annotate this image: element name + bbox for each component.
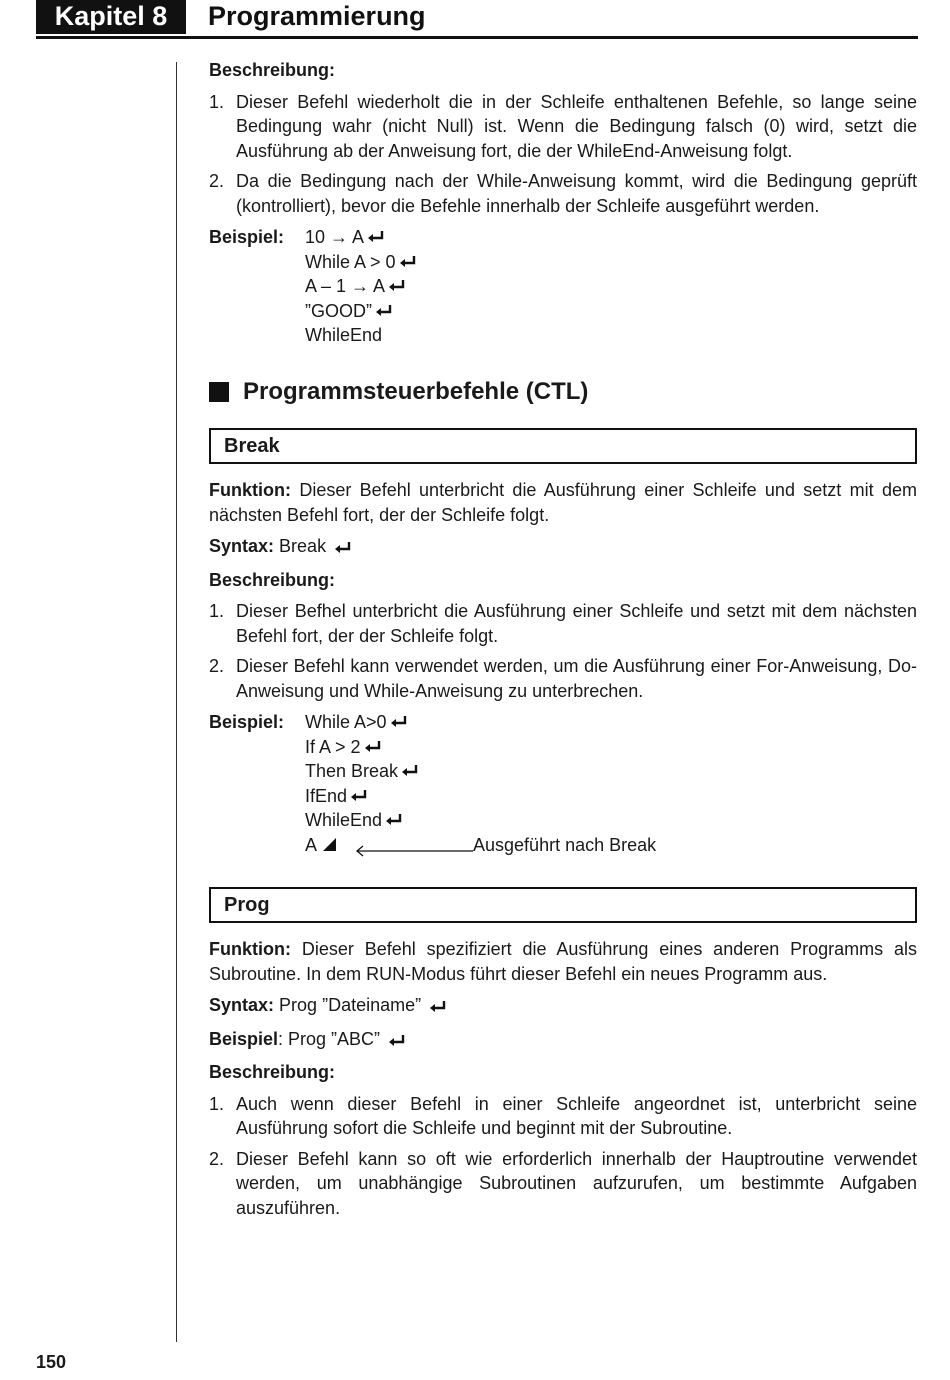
code-line: A Ausgeführt nach Break [305, 833, 656, 858]
code-line: If A > 2 [305, 735, 656, 760]
annotation: Ausgeführt nach Break [355, 833, 656, 858]
list-item: 1. Auch wenn dieser Befehl in einer Schleife angeordnet ist, unterbricht seine Ausführung sofort die Schleife und beginnt mit der Subroutine. [209, 1093, 917, 1138]
return-icon [401, 759, 418, 784]
section-title: Programmsteuerbefehle (CTL) [243, 377, 589, 405]
while-description-list [209, 90, 917, 219]
example-code [305, 710, 656, 857]
list-item: 1. Dieser Befhel unterbricht die Ausführung einer Schleife und setzt mit dem nächsten Befehl fort, der der Schleife folgt. [209, 601, 917, 646]
margin-rule [176, 62, 177, 1342]
return-icon [375, 299, 392, 324]
code-line: ”GOOD” [305, 299, 416, 324]
break-command-heading: Break [209, 428, 917, 464]
return-icon [388, 274, 405, 299]
prog-syntax: Syntax: Prog ”Dateiname” [209, 993, 917, 1020]
while-example [209, 225, 917, 348]
code-line: IfEnd [305, 784, 656, 809]
return-icon [399, 250, 416, 275]
return-icon [334, 536, 351, 561]
left-arrow-icon [355, 839, 473, 851]
prog-example: Beispiel: Prog ”ABC” [209, 1027, 917, 1054]
page-number: 150 [36, 1352, 67, 1372]
example-code [305, 225, 416, 348]
code-line: A – 1 → A [305, 274, 416, 299]
list-item: 2. Dieser Befehl kann verwendet werden, um die Ausführung einer For-Anweisung, Do-Anweisung und While-Anweisung zu unterbrechen. [209, 656, 917, 701]
code-line: 10 → A [305, 225, 416, 250]
break-function: Funktion: Dieser Befehl unterbricht die Ausführung einer Schleife und setzt mit dem nächsten Befehl fort, der der Schleife folgt. [209, 480, 917, 525]
break-description-label: Beschreibung: [209, 569, 336, 590]
while-description-label: Beschreibung: [209, 60, 336, 80]
code-line: WhileEnd [305, 808, 656, 833]
page-content [209, 58, 917, 1227]
example-label: Beispiel: [209, 227, 285, 247]
chapter-label: Kapitel 8 [36, 0, 186, 34]
return-icon [367, 225, 384, 250]
code-line: While A>0 [305, 710, 656, 735]
prog-command-heading: Prog [209, 887, 917, 923]
break-description-list [209, 599, 917, 703]
break-example [209, 710, 917, 857]
return-icon [429, 995, 446, 1020]
return-icon [388, 1029, 405, 1054]
prog-description-label: Beschreibung: [209, 1062, 336, 1082]
prog-function: Funktion: Dieser Befehl spezifiziert die Ausführung eines anderen Programms als Subroutine. In dem RUN-Modus führt dieser Befehl ein neues Programm aus. [209, 939, 917, 984]
prog-description-list [209, 1092, 917, 1221]
return-icon [390, 710, 407, 735]
chapter-header [36, 0, 918, 39]
display-triangle-icon [323, 833, 337, 858]
list-item: 2. Da die Bedingung nach der While-Anweisung kommt, wird die Bedingung geprüft (kontrolliert), bevor die Befehle innerhalb der Schleife ausgeführt werden. [209, 171, 917, 216]
return-icon [364, 735, 381, 760]
square-bullet-icon [209, 382, 229, 402]
code-line: WhileEnd [305, 325, 383, 345]
list-item: 1. Dieser Befehl wiederholt die in der Schleife enthaltenen Befehle, so lange seine Bedingung wahr (nicht Null) ist. Wenn die Bedingung falsch (0) wird, setzt die Ausführung ab der Anweisung fort, die der WhileEnd-Anweisung folgt. [209, 91, 917, 161]
code-line: Then Break [305, 759, 656, 784]
break-syntax: Syntax: Break [209, 534, 917, 561]
example-label: Beispiel: [209, 712, 285, 732]
chapter-title: Programmierung [208, 1, 426, 31]
section-heading [209, 377, 917, 405]
return-icon [385, 808, 402, 833]
code-line: While A > 0 [305, 250, 416, 275]
return-icon [350, 784, 367, 809]
list-item: 2. Dieser Befehl kann so oft wie erforderlich innerhalb der Hauptroutine verwendet werden, um unabhängige Subroutinen aufzurufen, um bestimmte Aufgaben auszuführen. [209, 1148, 917, 1218]
